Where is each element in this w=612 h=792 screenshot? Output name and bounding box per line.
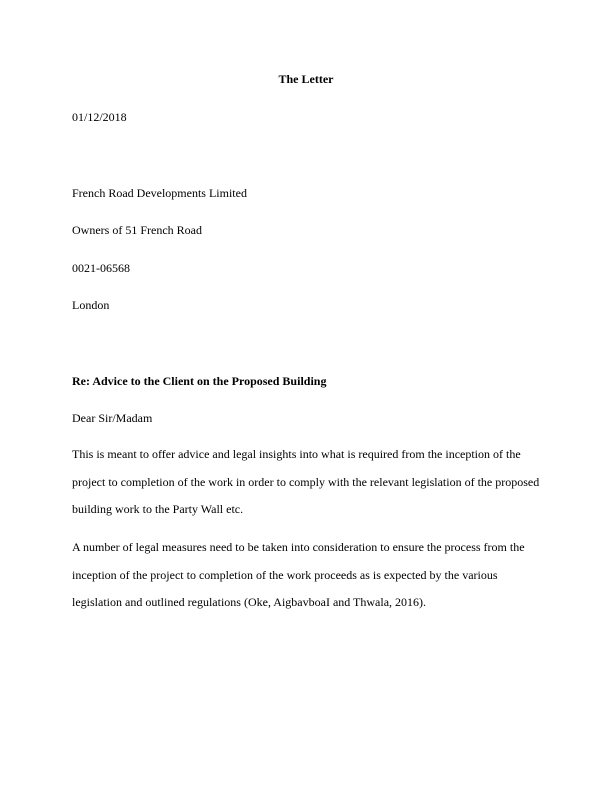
recipient-owners: Owners of 51 French Road [72, 223, 202, 237]
letter-subject: Re: Advice to the Client on the Proposed Building [72, 374, 327, 388]
body-paragraph-2 [72, 534, 542, 617]
paragraph-line: A number of legal measures need to be taken into consideration to ensure the process from the [72, 540, 525, 554]
body-paragraph-1 [72, 441, 542, 524]
paragraph-line: This is meant to offer advice and legal insights into what is required from the inception of the [72, 447, 521, 461]
paragraph-line: project to completion of the work in order to comply with the relevant legislation of the proposed [72, 474, 540, 489]
recipient-city: London [72, 298, 110, 312]
paragraph-line: building work to the Party Wall etc. [72, 502, 244, 517]
letter-date: 01/12/2018 [72, 110, 127, 124]
paragraph-line: legislation and outlined regulations (Oke, AigbavboaI and Thwala, 2016). [72, 595, 427, 610]
recipient-company: French Road Developments Limited [72, 186, 247, 200]
letter-title: The Letter [278, 72, 334, 86]
recipient-reference: 0021-06568 [72, 261, 130, 275]
letter-salutation: Dear Sir/Madam [72, 411, 153, 425]
paragraph-line: inception of the project to completion of the work proceeds as is expected by the various [72, 567, 498, 582]
